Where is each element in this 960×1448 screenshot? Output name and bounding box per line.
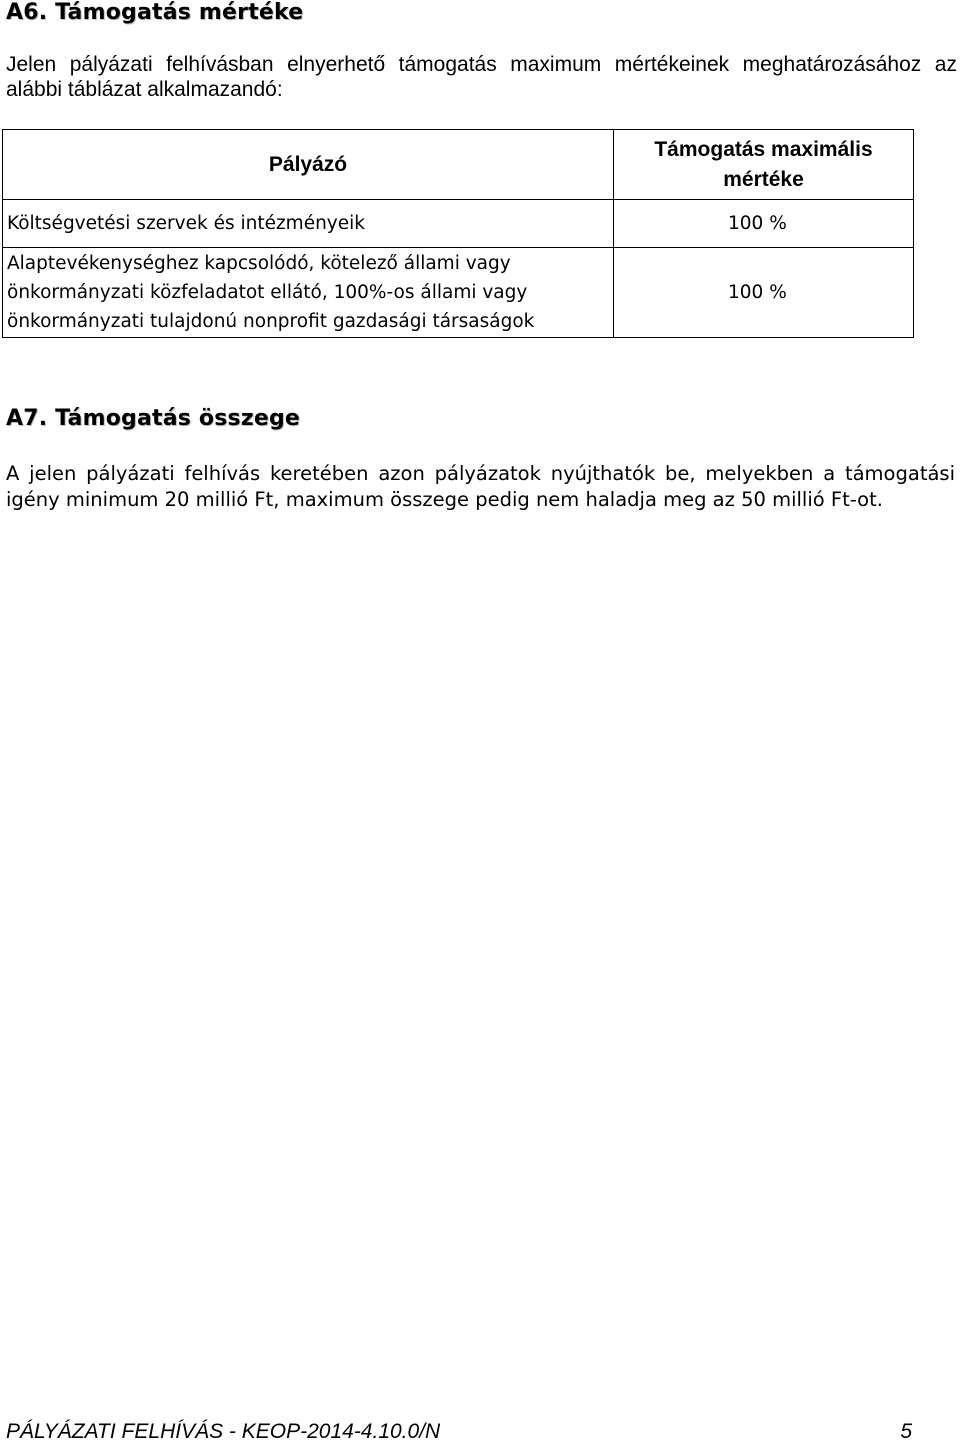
section-heading-a6: A6. Támogatás mértéke (6, 0, 304, 25)
a7-paragraph: A jelen pályázati felhívás keretében azon pályázatok nyújthatók be, melyekben a támogatási igény minimum 20 millió Ft, maximum összege pedig nem haladja meg az 50 millió Ft-ot. (6, 462, 955, 511)
footer-page-number: 5 (900, 1420, 912, 1443)
header-applicant: Pályázó (3, 130, 614, 200)
table-header-row (3, 130, 914, 200)
footer-document-title: PÁLYÁZATI FELHÍVÁS - KEOP-2014-4.10.0/N (6, 1420, 441, 1443)
section-heading-a7: A7. Támogatás összege (6, 406, 301, 431)
cell-applicant: Alaptevékenységhez kapcsolódó, kötelező állami vagy önkormányzati közfeladatot ellátó, 100%-os állami vagy önkormányzati tulajdonú nonprofit gazdasági társaságok (3, 248, 614, 338)
header-max-rate: Támogatás maximális mértéke (614, 130, 914, 200)
support-rate-table (2, 129, 914, 338)
table-row (3, 200, 914, 248)
table-row (3, 248, 914, 338)
cell-rate: 100 % (614, 248, 914, 338)
cell-applicant: Költségvetési szervek és intézményeik (3, 200, 614, 248)
cell-rate: 100 % (614, 200, 914, 248)
intro-paragraph: Jelen pályázati felhívásban elnyerhető támogatás maximum mértékeinek meghatározásához az alábbi táblázat alkalmazandó: (6, 53, 957, 101)
